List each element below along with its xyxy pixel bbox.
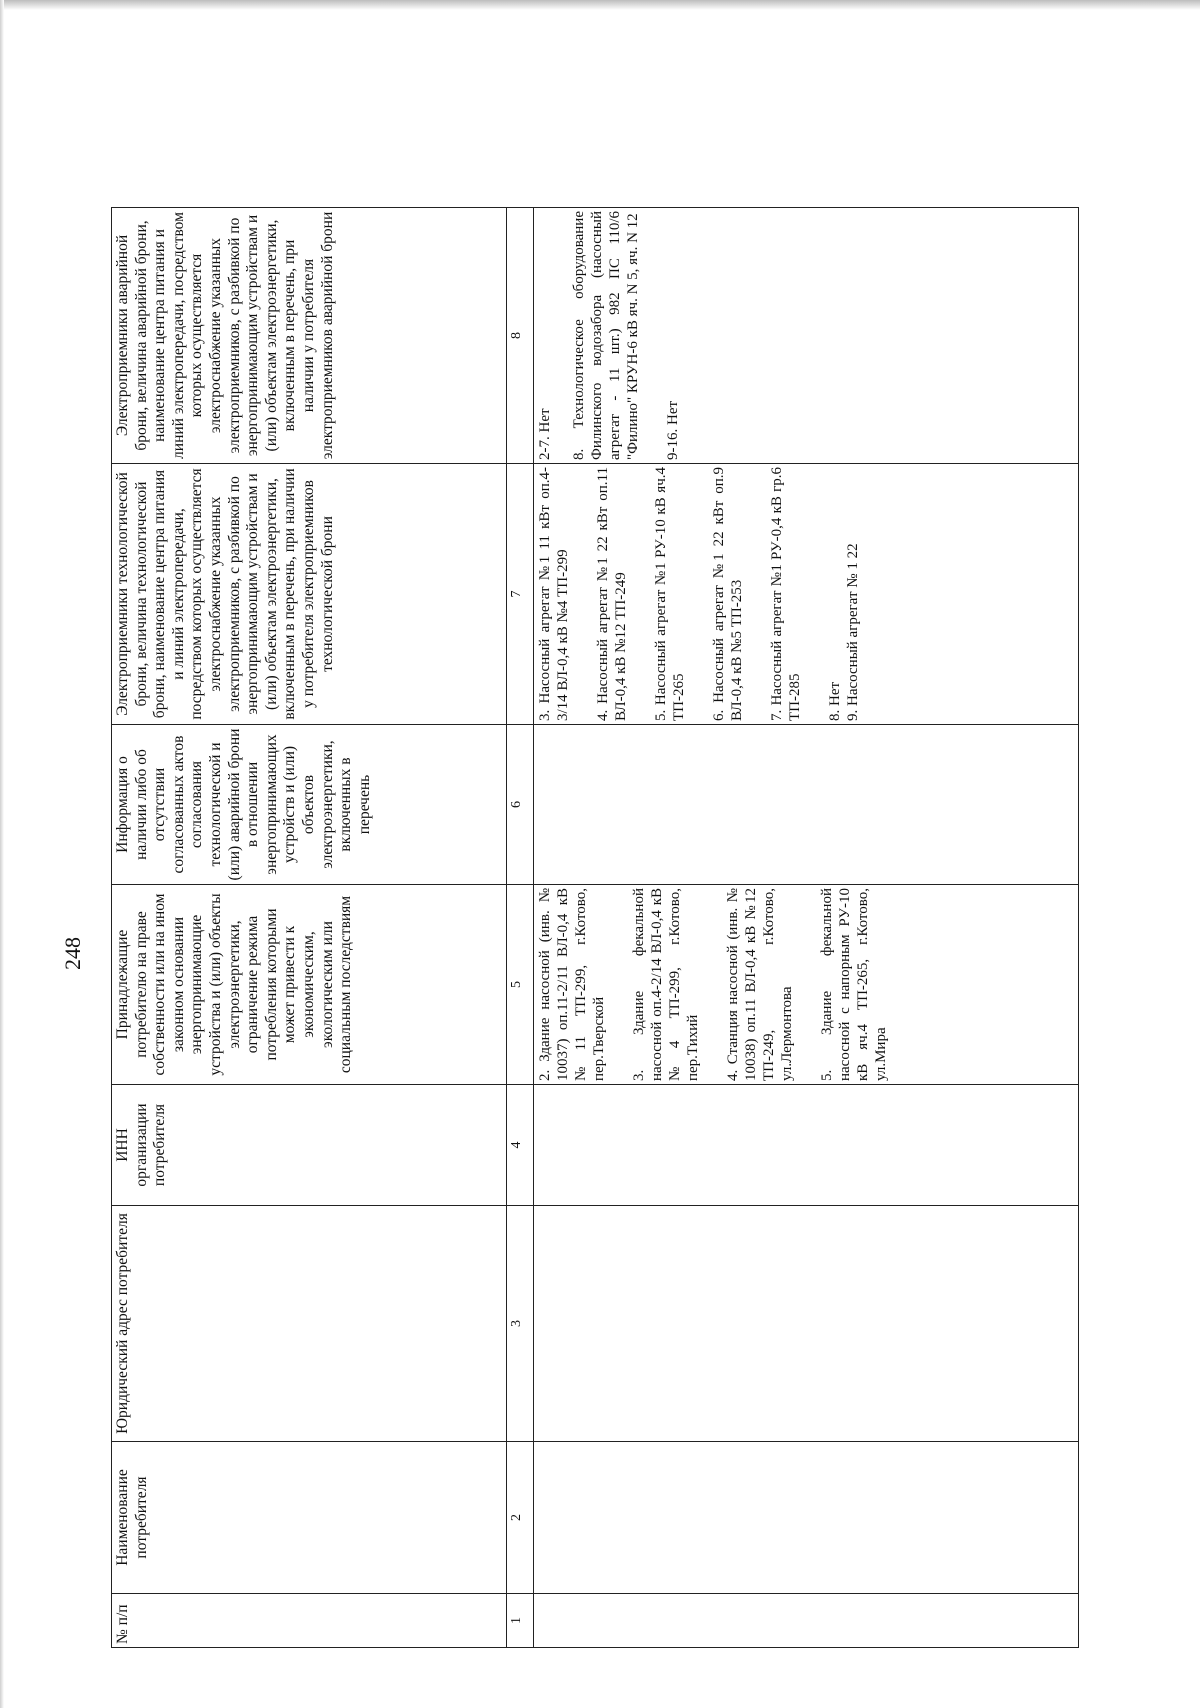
device-entry: 5. Здание фекальной насосной с напорным РУ-10 кВ яч.4 ТП-265, г.Котово, ул.Мира [819,888,889,1081]
device-entry: 2. Здание насосной (инв. № 10037) оп.11-2/11 ВЛ-0,4 кВ №11 ТП-299, г.Котово, пер.Тверской [537,888,607,1081]
header-energy-devices: Принадлежащие потребителю на праве собственности или на ином законном основании энергопринимающие устройства и (или) объекты электроэнергетики, ограничение режима потребления которыми может привести к экономическим, экологическим или социальным последствиям [112,885,507,1085]
column-number: 3 [507,1206,534,1442]
column-number: 8 [507,208,534,464]
column-number: 5 [507,885,534,1085]
column-number: 6 [507,725,534,885]
emergency-reserve-entry: 9-16. Нет [665,400,681,460]
header-row [112,208,507,1648]
header-technological-reserve: Электроприемники технологической брони, величина технологической брони, наименование центра питания и линий электропередачи, посредством которых осуществляется электроснабжение указанных электроприемников, с разбивкой по энергопринимающим устройствам и (или) объектам электроэнергетики, включенным в перечень, при наличии у потребителя электроприемников технологической брони [112,464,507,725]
header-emergency-reserve: Электроприемники аварийной брони, величина аварийной брони, наименование центра питания и линий электропередачи, посредством которых осуществляется электроснабжение указанных электроприемников, с разбивкой по энергопринимающим устройствам и (или) объектам электроэнергетики, включенным в перечень, при наличии у потребителя электроприемников аварийной брони [112,208,507,464]
tech-reserve-entry: 9. Насосный агрегат № 1 22 [845,543,861,721]
header-inn: ИНН организации потребителя [112,1085,507,1206]
tech-reserve-entry: 8. Нет [827,681,843,721]
column-number: 7 [507,464,534,725]
page-number: 248 [60,937,85,970]
consumers-table [111,207,1079,1648]
emergency-reserve-entry: 2-7. Нет [537,408,553,460]
device-entry: 3. Здание фекальной насосной оп.4-2/14 ВЛ-0,4 кВ №4 ТП-299, г.Котово, пер.Тихий [631,888,701,1081]
tech-reserve-entry: 5. Насосный агрегат №1 РУ-10 кВ яч.4 ТП-265 [653,467,687,721]
cell-inn [534,1085,1079,1206]
column-number: 1 [507,1594,534,1648]
tech-reserve-entry: 4. Насосный агрегат №1 22 кВт оп.11 ВЛ-0,4 кВ №12 ТП-249 [595,467,629,721]
cell-legal-address [534,1206,1079,1442]
header-consumer-name: Наименование потребителя [112,1442,507,1594]
rotated-page [0,148,1080,1708]
cell-number [534,1594,1079,1648]
header-number: № п/п [112,1594,507,1648]
table-row [534,208,1079,1648]
scan-edge-top [0,0,1200,10]
column-number-row [507,208,534,1648]
device-entry: 4. Станция насосной (инв. № 10038) оп.11 ВЛ-0,4 кВ №12 ТП-249, г.Котово, ул.Лермонтова [725,888,795,1081]
cell-technological-reserve [534,464,1079,725]
cell-reserve-acts-info [534,725,1079,885]
cell-consumer-name [534,1442,1079,1594]
cell-energy-devices [534,885,1079,1085]
header-reserve-acts-info: Информация о наличии либо об отсутствии согласованных актов согласования технологической и (или) аварийной брони в отношении энергопринимающих устройств и (или) объектов электроэнергетики, включенных в перечень [112,725,507,885]
tech-reserve-entry: 3. Насосный агрегат №1 11 кВт оп.4-3/14 ВЛ-0,4 кВ №4 ТП-299 [537,467,571,721]
column-number: 4 [507,1085,534,1206]
tech-reserve-entry: 7. Насосный агрегат №1 РУ-0,4 кВ гр.6 ТП-285 [769,467,803,721]
tech-reserve-entry: 6. Насосный агрегат №1 22 кВт оп.9 ВЛ-0,4 кВ №5 ТП-253 [711,467,745,721]
header-legal-address: Юридический адрес потребителя [112,1206,507,1442]
column-number: 2 [507,1442,534,1594]
emergency-reserve-entry: 8. Технологическое оборудование Филинского водозабора (насосный агрегат - 11 шт.) 982 ПС 110/6 "Филино" КРУН-6 кВ яч. N 5, яч. N 12 [571,211,641,460]
cell-emergency-reserve [534,208,1079,464]
